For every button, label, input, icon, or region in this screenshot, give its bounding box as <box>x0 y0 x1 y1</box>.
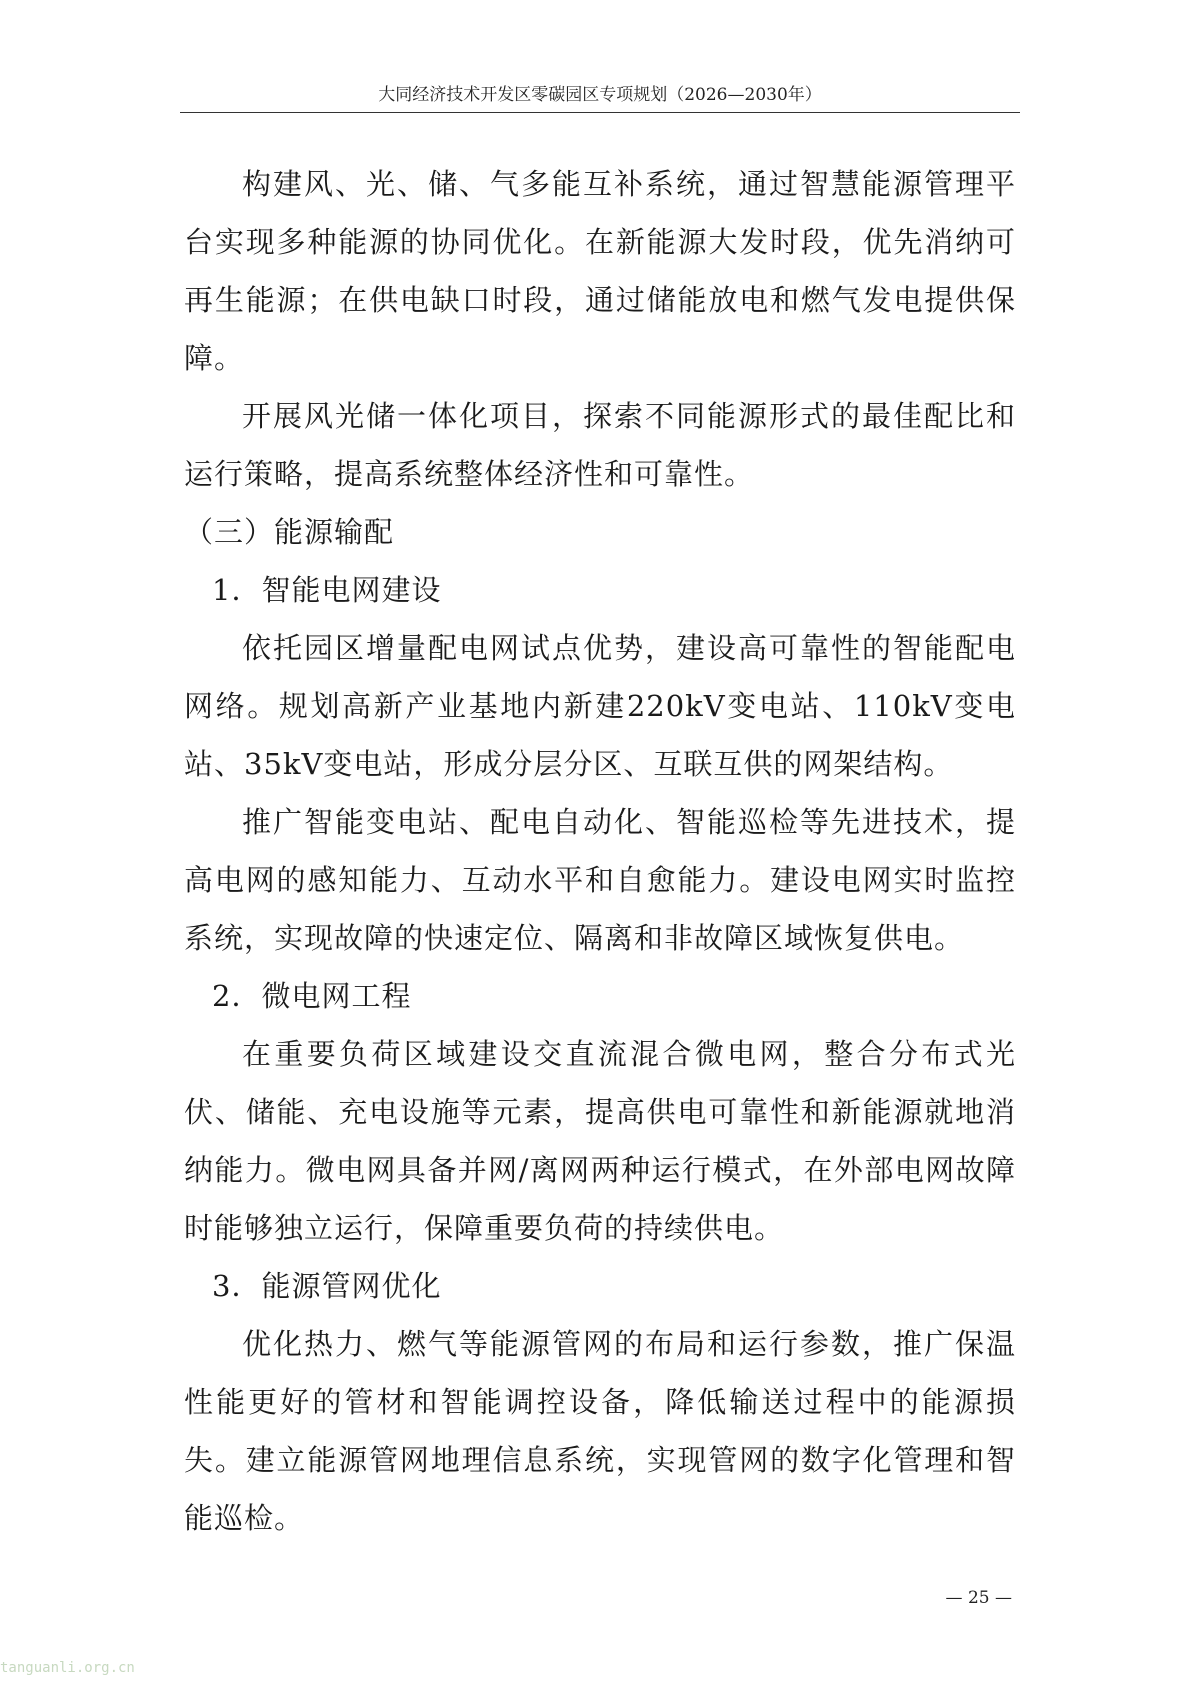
page-header <box>180 84 1020 113</box>
section-heading-energy-distribution: （三）能源输配 <box>184 515 395 549</box>
subsection-heading-smart-grid: 1．智能电网建设 <box>212 573 442 607</box>
subsection-heading-microgrid: 2．微电网工程 <box>212 979 412 1013</box>
paragraph-smart-substation: 推广智能变电站、配电自动化、智能巡检等先进技术，提高电网的感知能力、互动水平和自愈能力。建设电网实时监控系统，实现故障的快速定位、隔离和非故障区域恢复供电。 <box>184 805 1016 955</box>
paragraph-smart-distribution-network: 依托园区增量配电网试点优势，建设高可靠性的智能配电网络。规划高新产业基地内新建220kV变电站、110kV变电站、35kV变电站，形成分层分区、互联互供的网架结构。 <box>184 631 1016 781</box>
watermark: tanguanli.org.cn <box>0 1660 135 1676</box>
paragraph-wind-solar-storage: 开展风光储一体化项目，探索不同能源形式的最佳配比和运行策略，提高系统整体经济性和可靠性。 <box>184 399 1016 491</box>
subsection-heading-pipeline-optimization: 3．能源管网优化 <box>212 1269 442 1303</box>
paragraph-pipeline-optimization: 优化热力、燃气等能源管网的布局和运行参数，推广保温性能更好的管材和智能调控设备，降低输送过程中的能源损失。建立能源管网地理信息系统，实现管网的数字化管理和智能巡检。 <box>184 1327 1016 1535</box>
paragraph-microgrid: 在重要负荷区域建设交直流混合微电网，整合分布式光伏、储能、充电设施等元素，提高供电可靠性和新能源就地消纳能力。微电网具备并网/离网两种运行模式，在外部电网故障时能够独立运行，保障重要负荷的持续供电。 <box>184 1037 1016 1245</box>
document-body <box>184 155 1016 1547</box>
header-title: 大同经济技术开发区零碳园区专项规划（2026—2030年） <box>378 85 822 105</box>
page-number: — 25 — <box>945 1588 1012 1608</box>
paragraph-multi-energy-complement: 构建风、光、储、气多能互补系统，通过智慧能源管理平台实现多种能源的协同优化。在新能源大发时段，优先消纳可再生能源；在供电缺口时段，通过储能放电和燃气发电提供保障。 <box>184 167 1016 375</box>
